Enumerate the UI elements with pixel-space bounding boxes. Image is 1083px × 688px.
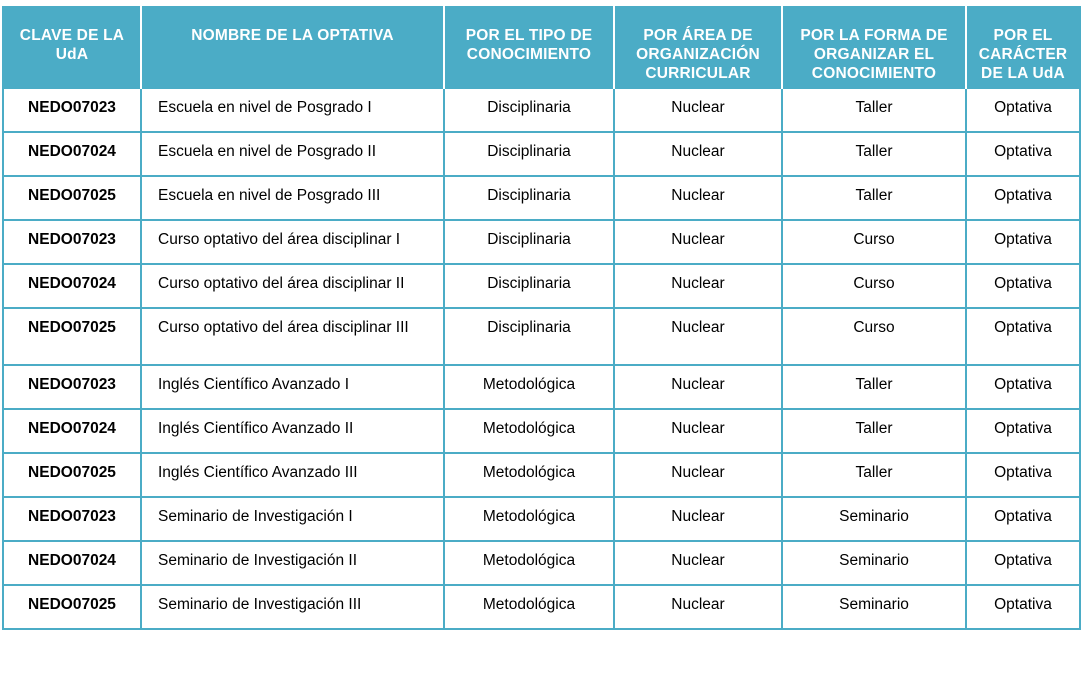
cell-caracter: Optativa bbox=[966, 132, 1080, 176]
table-row bbox=[3, 453, 1080, 497]
cell-tipo: Metodológica bbox=[444, 453, 614, 497]
cell-area: Nuclear bbox=[614, 585, 782, 629]
cell-tipo: Disciplinaria bbox=[444, 264, 614, 308]
cell-clave: NEDO07023 bbox=[3, 220, 141, 264]
optativas-table bbox=[2, 6, 1081, 630]
cell-area: Nuclear bbox=[614, 132, 782, 176]
cell-nombre: Curso optativo del área disciplinar I bbox=[141, 220, 444, 264]
cell-area: Nuclear bbox=[614, 176, 782, 220]
cell-caracter: Optativa bbox=[966, 541, 1080, 585]
cell-clave: NEDO07025 bbox=[3, 453, 141, 497]
table-row bbox=[3, 88, 1080, 132]
cell-tipo: Disciplinaria bbox=[444, 176, 614, 220]
cell-clave: NEDO07023 bbox=[3, 88, 141, 132]
cell-forma: Seminario bbox=[782, 541, 966, 585]
cell-forma: Taller bbox=[782, 88, 966, 132]
cell-caracter: Optativa bbox=[966, 88, 1080, 132]
cell-area: Nuclear bbox=[614, 88, 782, 132]
cell-forma: Seminario bbox=[782, 585, 966, 629]
cell-nombre: Inglés Científico Avanzado I bbox=[141, 365, 444, 409]
cell-tipo: Metodológica bbox=[444, 541, 614, 585]
cell-forma: Taller bbox=[782, 132, 966, 176]
header-caracter: POR EL CARÁCTER DE LA UdA bbox=[966, 6, 1080, 88]
cell-clave: NEDO07024 bbox=[3, 132, 141, 176]
cell-forma: Curso bbox=[782, 264, 966, 308]
cell-nombre: Inglés Científico Avanzado III bbox=[141, 453, 444, 497]
cell-tipo: Disciplinaria bbox=[444, 88, 614, 132]
cell-caracter: Optativa bbox=[966, 585, 1080, 629]
table-row bbox=[3, 220, 1080, 264]
cell-nombre: Seminario de Investigación I bbox=[141, 497, 444, 541]
cell-area: Nuclear bbox=[614, 453, 782, 497]
cell-forma: Seminario bbox=[782, 497, 966, 541]
cell-area: Nuclear bbox=[614, 365, 782, 409]
cell-clave: NEDO07025 bbox=[3, 176, 141, 220]
table-row bbox=[3, 585, 1080, 629]
cell-tipo: Disciplinaria bbox=[444, 308, 614, 365]
cell-caracter: Optativa bbox=[966, 365, 1080, 409]
cell-forma: Taller bbox=[782, 365, 966, 409]
table-row bbox=[3, 132, 1080, 176]
cell-nombre: Curso optativo del área disciplinar III bbox=[141, 308, 444, 365]
cell-caracter: Optativa bbox=[966, 220, 1080, 264]
cell-area: Nuclear bbox=[614, 308, 782, 365]
cell-nombre: Escuela en nivel de Posgrado I bbox=[141, 88, 444, 132]
cell-nombre: Curso optativo del área disciplinar II bbox=[141, 264, 444, 308]
cell-nombre: Escuela en nivel de Posgrado II bbox=[141, 132, 444, 176]
cell-caracter: Optativa bbox=[966, 453, 1080, 497]
header-clave: CLAVE DE LA UdA bbox=[3, 6, 141, 88]
cell-forma: Taller bbox=[782, 409, 966, 453]
cell-caracter: Optativa bbox=[966, 176, 1080, 220]
table-row bbox=[3, 409, 1080, 453]
cell-area: Nuclear bbox=[614, 264, 782, 308]
cell-clave: NEDO07024 bbox=[3, 264, 141, 308]
cell-clave: NEDO07024 bbox=[3, 541, 141, 585]
cell-nombre: Escuela en nivel de Posgrado III bbox=[141, 176, 444, 220]
cell-nombre: Inglés Científico Avanzado II bbox=[141, 409, 444, 453]
cell-nombre: Seminario de Investigación III bbox=[141, 585, 444, 629]
cell-forma: Curso bbox=[782, 220, 966, 264]
cell-caracter: Optativa bbox=[966, 497, 1080, 541]
header-nombre: NOMBRE DE LA OPTATIVA bbox=[141, 6, 444, 88]
table-row bbox=[3, 497, 1080, 541]
table-row bbox=[3, 308, 1080, 365]
cell-forma: Taller bbox=[782, 453, 966, 497]
table-row bbox=[3, 365, 1080, 409]
cell-tipo: Metodológica bbox=[444, 365, 614, 409]
cell-area: Nuclear bbox=[614, 220, 782, 264]
table-row bbox=[3, 264, 1080, 308]
cell-tipo: Metodológica bbox=[444, 409, 614, 453]
cell-clave: NEDO07023 bbox=[3, 365, 141, 409]
cell-tipo: Metodológica bbox=[444, 497, 614, 541]
cell-tipo: Disciplinaria bbox=[444, 132, 614, 176]
header-tipo: POR EL TIPO DE CONOCIMIENTO bbox=[444, 6, 614, 88]
cell-caracter: Optativa bbox=[966, 409, 1080, 453]
cell-area: Nuclear bbox=[614, 541, 782, 585]
cell-area: Nuclear bbox=[614, 497, 782, 541]
cell-tipo: Metodológica bbox=[444, 585, 614, 629]
cell-forma: Curso bbox=[782, 308, 966, 365]
table-row bbox=[3, 541, 1080, 585]
table-row bbox=[3, 176, 1080, 220]
header-row bbox=[3, 6, 1080, 88]
cell-area: Nuclear bbox=[614, 409, 782, 453]
header-forma: POR LA FORMA DE ORGANIZAR EL CONOCIMIENTO bbox=[782, 6, 966, 88]
cell-caracter: Optativa bbox=[966, 264, 1080, 308]
cell-nombre: Seminario de Investigación II bbox=[141, 541, 444, 585]
cell-clave: NEDO07024 bbox=[3, 409, 141, 453]
cell-clave: NEDO07025 bbox=[3, 585, 141, 629]
cell-clave: NEDO07025 bbox=[3, 308, 141, 365]
cell-forma: Taller bbox=[782, 176, 966, 220]
header-area: POR ÁREA DE ORGANIZACIÓN CURRICULAR bbox=[614, 6, 782, 88]
cell-clave: NEDO07023 bbox=[3, 497, 141, 541]
cell-tipo: Disciplinaria bbox=[444, 220, 614, 264]
cell-caracter: Optativa bbox=[966, 308, 1080, 365]
